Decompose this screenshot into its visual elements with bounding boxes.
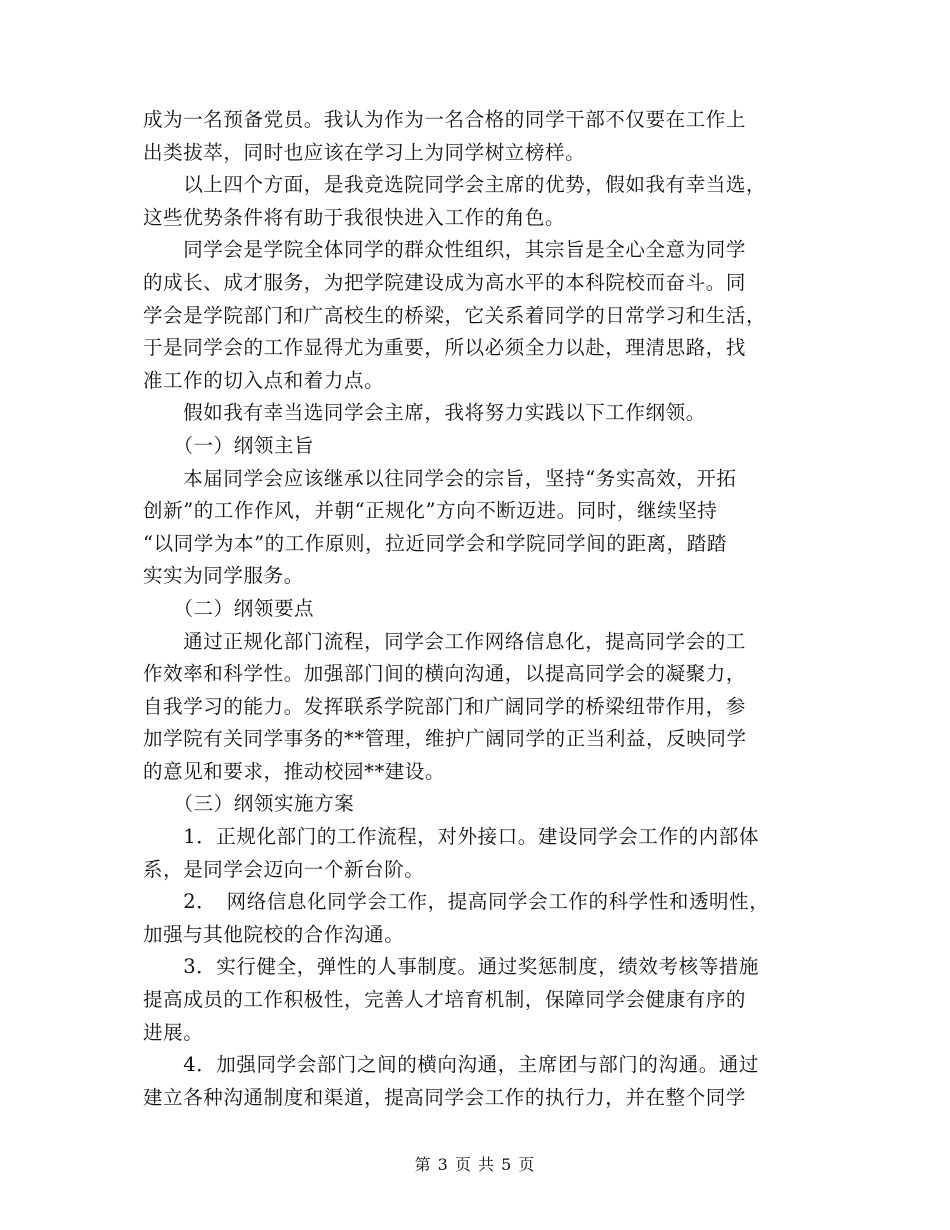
text-line: 于是同学会的工作显得尤为重要，所以必须全力以赴，理清思路，找 (143, 336, 747, 360)
text-line: 以上四个方面，是我竞选院同学会主席的优势，假如我有幸当选， (143, 173, 767, 197)
text-line: 建立各种沟通制度和渠道，提高同学会工作的执行力，并在整个同学 (143, 1085, 747, 1109)
text-line: 加学院有关同学事务的**管理，维护广阔同学的正当利益，反映同学 (143, 727, 747, 751)
text-line: 实实为同学服务。 (143, 564, 304, 588)
text-line: （一）纲领主旨 (143, 433, 315, 457)
text-line: 准工作的切入点和着力点。 (143, 368, 385, 392)
text-line: 出类拔萃，同时也应该在学习上为同学树立榜样。 (143, 140, 586, 164)
text-line: 加强与其他院校的合作沟通。 (143, 922, 405, 946)
text-line: 3．实行健全，弹性的人事制度。通过奖惩制度，绩效考核等措施 (143, 955, 760, 979)
text-line: 成为一名预备党员。我认为作为一名合格的同学干部不仅要在工作上 (143, 108, 747, 131)
text-line: 学会是学院部门和广高校生的桥梁，它关系着同学的日常学习和生活， (143, 303, 767, 327)
text-line: 这些优势条件将有助于我很快进入工作的角色。 (143, 205, 566, 229)
text-line: 本届同学会应该继承以往同学会的宗旨，坚持“务实高效，开拓 (143, 466, 737, 490)
text-line: 通过正规化部门流程，同学会工作网络信息化，提高同学会的工 (143, 629, 747, 653)
text-line: 1．正规化部门的工作流程，对外接口。建设同学会工作的内部体 (143, 825, 760, 849)
text-line: 2． 网络信息化同学会工作，提高同学会工作的科学性和透明性， (143, 890, 770, 914)
text-line: 提高成员的工作积极性，完善人才培育机制，保障同学会健康有序的 (143, 988, 747, 1012)
text-line: （二）纲领要点 (143, 596, 315, 620)
text-line: “以同学为本”的工作原则，拉近同学会和学院同学间的距离，踏踏 (143, 531, 727, 555)
text-line: 假如我有幸当选同学会主席，我将努力实践以下工作纲领。 (143, 401, 706, 425)
document-body (143, 104, 813, 1114)
text-line: 进展。 (143, 1020, 204, 1044)
text-line: 创新”的工作作风，并朝“正规化”方向不断迈进。同时，继续坚持 (143, 499, 718, 523)
page-footer: 第 3 页 共 5 页 (414, 1155, 536, 1174)
text-line: 自我学习的能力。发挥联系学院部门和广阔同学的桥梁纽带作用，参 (143, 694, 747, 718)
text-line: 系，是同学会迈向一个新台阶。 (143, 857, 425, 881)
text-line: 作效率和科学性。加强部门间的横向沟通，以提高同学会的凝聚力， (143, 662, 747, 686)
text-line: 的意见和要求，推动校园**建设。 (143, 759, 446, 783)
text-line: 的成长、成才服务，为把学院建设成为高水平的本科院校而奋斗。同 (143, 270, 747, 294)
text-line: 同学会是学院全体同学的群众性组织，其宗旨是全心全意为同学 (143, 238, 747, 262)
text-line: 4．加强同学会部门之间的横向沟通，主席团与部门的沟通。通过 (143, 1053, 760, 1077)
text-line: （三）纲领实施方案 (143, 792, 355, 816)
